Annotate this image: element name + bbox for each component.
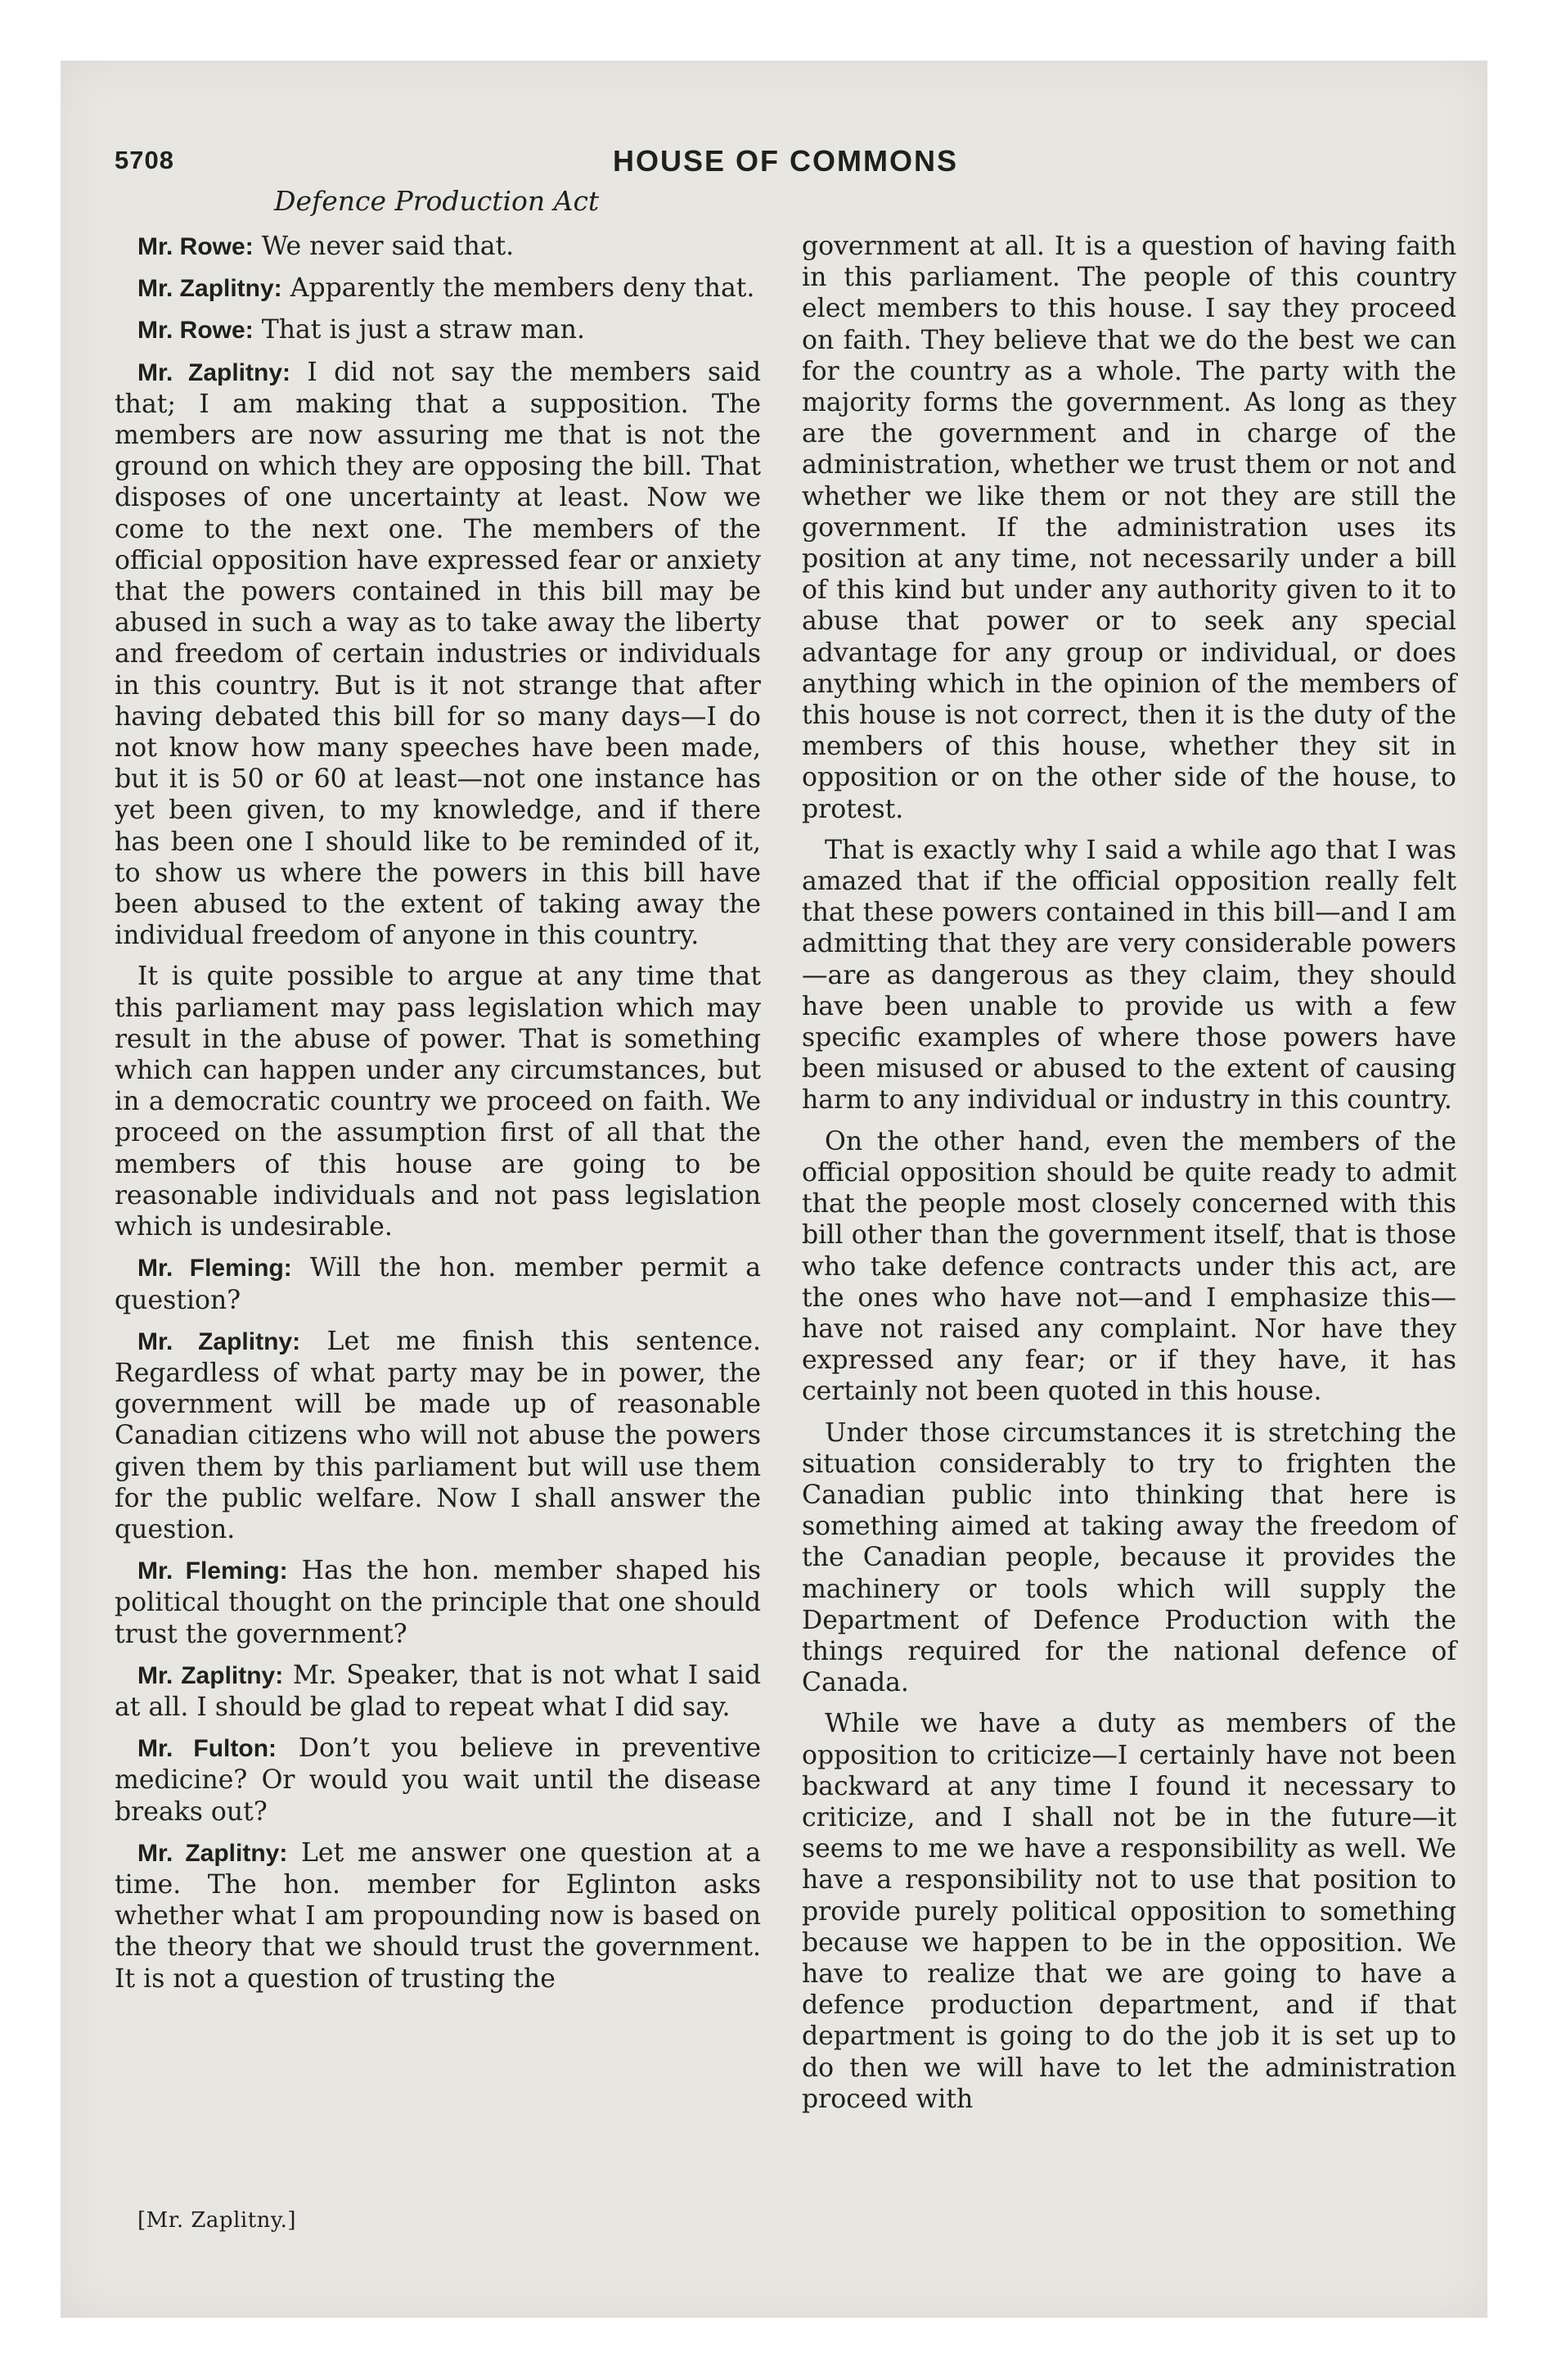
paragraph bbox=[115, 314, 761, 346]
paragraph bbox=[115, 1660, 761, 1723]
paragraph-text: Will the hon. member permit a question? bbox=[115, 1253, 761, 1315]
paragraph-text: That is exactly why I said a while ago that I was amazed that if the official opposition really felt that these powers contained in this bill—and I am admitting that they are very considerable powers—are as dangerous as they claim, they should have been unable to provide us with a few specific examples of where those powers have been misused or abused to the extent of causing harm to any individual or industry in this country. bbox=[802, 835, 1456, 1116]
page-number: 5708 bbox=[115, 146, 174, 174]
right-column bbox=[802, 231, 1456, 2125]
paragraph bbox=[802, 1708, 1456, 2115]
paragraph-text: Let me finish this sentence. Regardless of what party may be in power, the government will be made up of reasonable Canadian citizens who will not abuse the powers given them by this parliament but will use them for the public welfare. Now I shall answer the question. bbox=[115, 1326, 761, 1544]
paragraph-text: That is just a straw man. bbox=[261, 315, 585, 345]
speaker-name: Mr. Rowe: bbox=[137, 317, 254, 345]
paragraph-text: I did not say the members said that; I am making that a supposition. The members are now assuring me that is not the ground on which they are opposing the bill. That disposes of one uncertainty at least. Now we come to the next one. The members of the official opposition have expressed fear or anxiety that the powers contained in this bill may be abused in such a way as to take away the liberty and freedom of certain industries or individuals in this country. But is it not strange that after having debated this bill for so many days—I do not know how many speeches have been made, but it is 50 or 60 at least—not one instance has yet been given, to my knowledge, and if there has been one I should like to be reminded of it, to show us where the powers in this bill have been abused to the extent of taking away the individual freedom of anyone in this country. bbox=[115, 357, 761, 951]
speaker-name: Mr. Zaplitny: bbox=[137, 275, 282, 303]
paragraph bbox=[115, 1326, 761, 1545]
paragraph bbox=[115, 1837, 761, 1995]
paragraph bbox=[115, 961, 761, 1242]
paragraph-text: Under those circumstances it is stretching the situation considerably to try to frighten the Canadian public into thinking that here is something aimed at taking away the freedom of the Canadian people, because it provides the machinery or tools which will supply the Department of Defence Production with the things required for the national defence of Canada. bbox=[802, 1418, 1456, 1698]
hansard-page bbox=[115, 146, 1456, 2290]
left-column bbox=[115, 231, 761, 2004]
speaker-name: Mr. Zaplitny: bbox=[137, 1839, 288, 1867]
paragraph-text: Don’t you believe in preventive medicine? Or would you wait until the disease breaks out? bbox=[115, 1733, 762, 1827]
paragraph-text: We never said that. bbox=[261, 232, 515, 261]
paragraph-text: Apparently the members deny that. bbox=[290, 273, 755, 304]
running-title: HOUSE OF COMMONS bbox=[612, 144, 958, 178]
paragraph-text: Mr. Speaker, that is not what I said at all. I should be glad to repeat what I did say. bbox=[115, 1660, 761, 1722]
speaker-name: Mr. Zaplitny: bbox=[137, 1327, 301, 1355]
paragraph bbox=[115, 1252, 761, 1315]
paragraph bbox=[115, 273, 761, 304]
paragraph bbox=[802, 835, 1456, 1116]
paragraph bbox=[115, 1733, 761, 1828]
paragraph bbox=[802, 1418, 1456, 1699]
paragraph bbox=[115, 1555, 761, 1650]
section-subtitle: Defence Production Act bbox=[274, 185, 600, 217]
speaker-name: Mr. Rowe: bbox=[137, 233, 254, 260]
paragraph-text: Let me answer one question at a time. The hon. member for Eglinton asks whether what I am propounding now is based on the theory that we should trust the government. It is not a question of trusting the bbox=[115, 1837, 761, 1994]
paragraph bbox=[802, 1126, 1456, 1408]
paragraph-text: On the other hand, even the members of the official opposition should be quite ready to admit that the people most closely concerned with this bill other than the government itself, that is those who take defence contracts under this act, are the ones who have not—and I emphasize this—have not raised any complaint. Nor have they expressed any fear; or if they have, it has certainly not been quoted in this house. bbox=[802, 1126, 1456, 1407]
speaker-name: Mr. Fleming: bbox=[137, 1255, 292, 1282]
paragraph-text: While we have a duty as members of the opposition to criticize—I certainly have not been backward at any time I found it necessary to criticize, and I shall not be in the future—it seems to me we have a responsibility as well. We have a responsibility not to use that position to provide purely political opposition to something because we happen to be in the opposition. We have to realize that we are going to have a defence production department, and if that department is going to do the job it is set up to do then we will have to let the administration proceed with bbox=[802, 1709, 1456, 2114]
paragraph-text: government at all. It is a question of having faith in this parliament. The people of this country elect members to this house. I say they proceed on faith. They believe that we do the best we can for the country as a whole. The party with the majority forms the government. As long as they are the government and in charge of the administration, whether we trust them or not and whether we like them or not they are still the government. If the administration uses its position at any time, not necessarily under a bill of this kind but under any authority given to it to abuse that power or to seek any special advantage for any group or individual, or does anything which in the opinion of the members of this house is not correct, then it is the duty of the members of this house, whether they sit in opposition or on the other side of the house, to protest. bbox=[802, 232, 1456, 824]
speaker-name: Mr. Fulton: bbox=[137, 1735, 277, 1763]
speaker-name: Mr. Zaplitny: bbox=[137, 358, 290, 386]
paragraph bbox=[802, 231, 1456, 825]
speaker-name: Mr. Zaplitny: bbox=[137, 1661, 284, 1689]
speaker-footer-tag: [Mr. Zaplitny.] bbox=[137, 2208, 297, 2233]
paragraph-text: It is quite possible to argue at any time that this parliament may pass legislation which may result in the abuse of power. That is something which can happen under any circumstances, but in a democratic country we proceed on faith. We proceed on the assumption first of all that the members of this house are going to be reasonable individuals and not pass legislation which is undesirable. bbox=[115, 962, 761, 1242]
paragraph bbox=[115, 231, 761, 263]
paragraph bbox=[115, 357, 761, 952]
speaker-name: Mr. Fleming: bbox=[137, 1557, 288, 1585]
paragraph-text: Has the hon. member shaped his political thought on the principle that one should trust the government? bbox=[115, 1556, 761, 1649]
